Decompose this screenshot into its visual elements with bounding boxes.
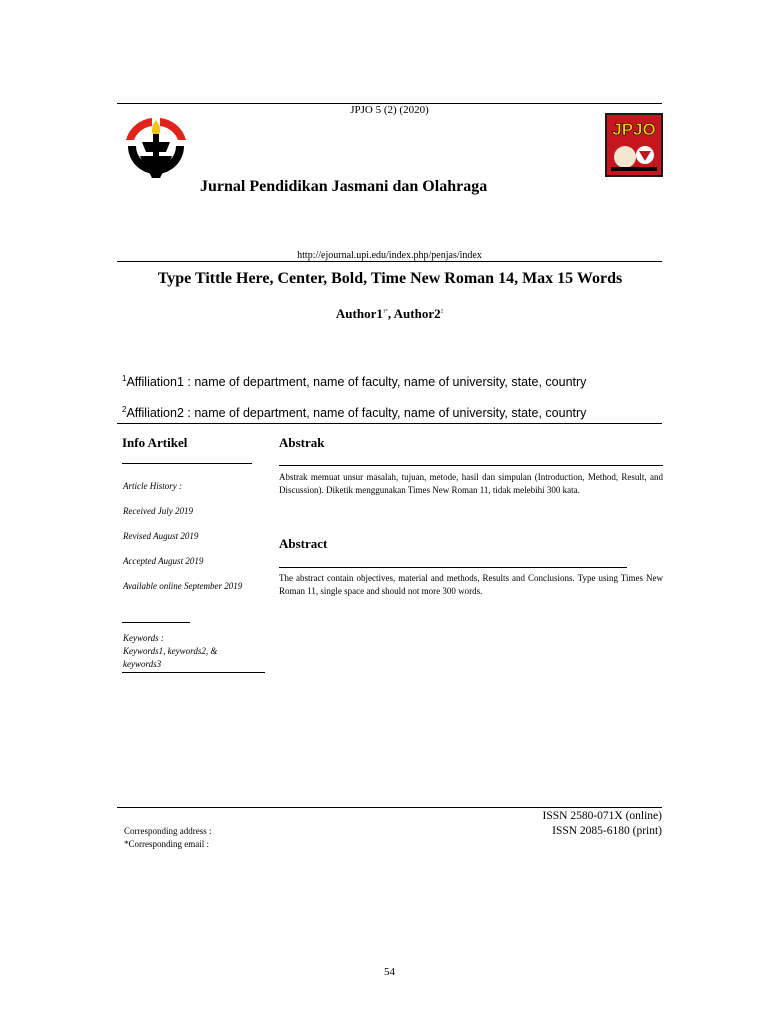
revised-date: Revised August 2019 <box>123 531 199 541</box>
header-bottom-rule <box>117 261 662 262</box>
jpjo-logo <box>605 113 663 177</box>
keywords-top-rule <box>122 622 190 623</box>
page-number: 54 <box>384 966 395 978</box>
article-history-label: Article History : <box>123 481 182 491</box>
issn-online: ISSN 2580-071X (online) <box>542 810 662 822</box>
issn-print: ISSN 2085-6180 (print) <box>552 825 662 837</box>
abstrak-heading: Abstrak <box>279 435 325 450</box>
journal-volume: JPJO 5 (2) (2020) <box>350 104 429 116</box>
info-heading: Info Artikel <box>122 435 188 450</box>
author1-sup: 1* <box>382 309 388 315</box>
accepted-date: Accepted August 2019 <box>123 556 204 566</box>
received-date: Received July 2019 <box>123 506 193 516</box>
keywords-line-1: Keywords1, keywords2, & <box>123 646 218 656</box>
authors-line <box>117 306 662 322</box>
affiliation-1-text: Affiliation1 : name of department, name of faculty, name of university, state, country <box>126 375 587 390</box>
author1: Author1 <box>335 306 383 321</box>
abstract-text: The abstract contain objectives, material and methods, Results and Conclusions. Type using Times New Roman 11, single space and should not more 300 words. <box>279 573 663 596</box>
abstract-rule <box>279 567 627 568</box>
keywords-line-2: keywords3 <box>123 659 162 669</box>
abstrak-rule <box>279 465 663 466</box>
affiliation-2-num: 2 <box>122 405 127 414</box>
author2-sup: 2 <box>440 309 444 315</box>
affiliation-2-text: Affiliation2 : name of department, name of faculty, name of university, state, country <box>126 406 587 421</box>
affiliation-rule <box>117 423 662 424</box>
jpjo-logo-text: JPJO <box>612 120 656 139</box>
abstrak-text: Abstrak memuat unsur masalah, tujuan, metode, hasil dan simpulan (Introduction, Method, Result, and Discussion). Diketik menggunakan Times New Roman 11, tidak melebihi 300 kata. <box>279 472 663 495</box>
corresponding-email: *Corresponding email : <box>124 839 209 849</box>
journal-url: http://ejournal.upi.edu/index.php/penjas/index <box>297 250 482 261</box>
keywords-label: Keywords : <box>123 633 164 643</box>
corresponding-address: Corresponding address : <box>124 826 212 836</box>
keywords-block <box>123 632 263 671</box>
article-title: Type Tittle Here, Center, Bold, Time New Roman 14, Max 15 Words <box>157 270 623 287</box>
author2: , Author2 <box>387 306 441 321</box>
footer-rule <box>117 807 662 808</box>
affiliation-1-num: 1 <box>122 374 127 383</box>
online-date: Available online September 2019 <box>123 581 243 591</box>
affiliation-2 <box>122 405 586 420</box>
upi-logo <box>122 116 190 182</box>
keywords-bottom-rule <box>122 672 265 673</box>
info-heading-rule <box>122 463 252 464</box>
abstract-heading: Abstract <box>279 536 328 551</box>
journal-name: Jurnal Pendidikan Jasmani dan Olahraga <box>200 178 488 195</box>
affiliation-1 <box>122 374 586 389</box>
